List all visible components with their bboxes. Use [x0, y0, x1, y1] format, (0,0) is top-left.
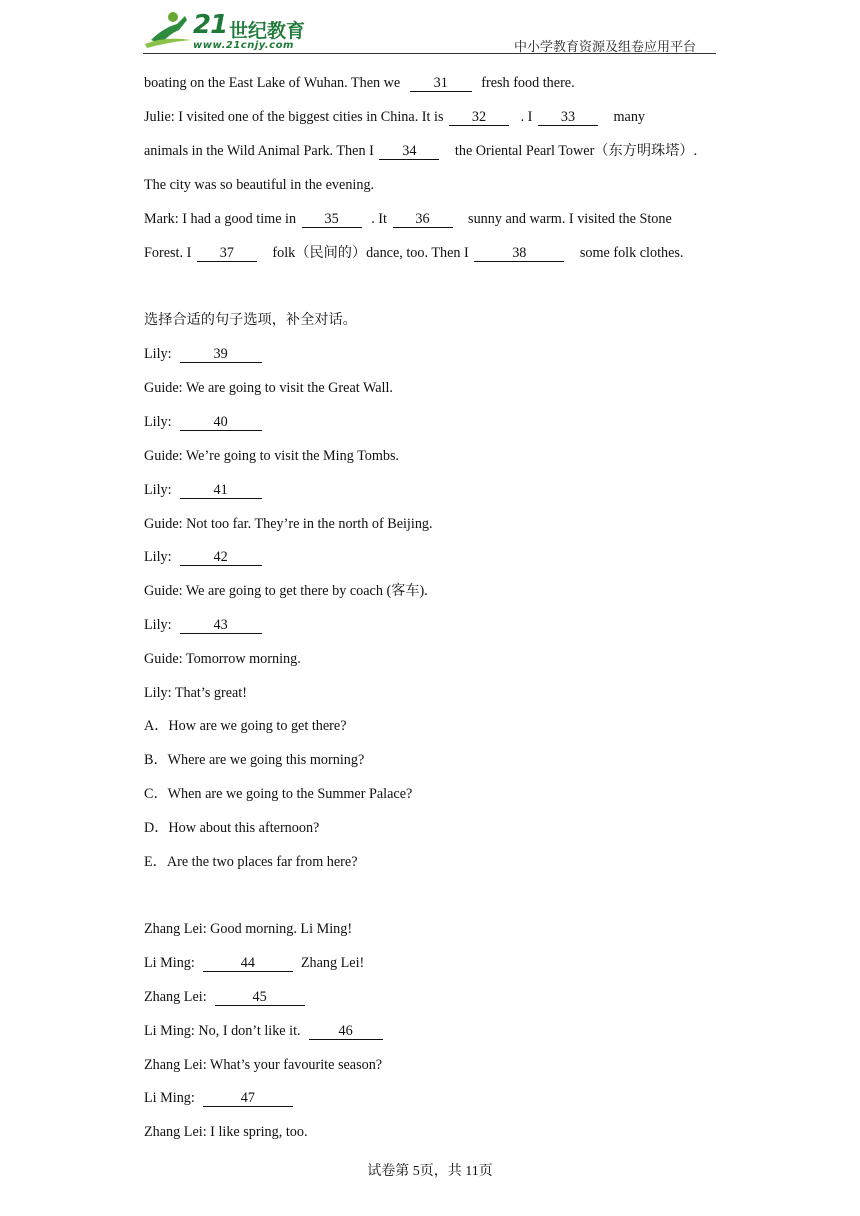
logo-title: 世纪教育 [229, 20, 306, 42]
dialogue-line: Guide: We’re going to visit the Ming Tombs. [144, 448, 400, 464]
platform-name: 中小学教育资源及组卷应用平台 [513, 39, 696, 54]
dialogue-line: Lily: 39 [144, 344, 262, 364]
logo-url: www.21cnjy.com [193, 40, 294, 51]
answer-blank[interactable]: 34 [379, 143, 439, 160]
option-a: A．How are we going to get there? [144, 718, 347, 734]
dialogue-line: Zhang Lei: 45 [144, 987, 305, 1007]
dialogue-line: Zhang Lei: What’s your favourite season? [144, 1057, 383, 1073]
page-header [143, 8, 716, 54]
passage-line: The city was so beautiful in the evening. [144, 177, 375, 193]
answer-blank[interactable]: 39 [180, 346, 262, 363]
answer-blank[interactable]: 40 [180, 414, 262, 431]
answer-blank[interactable]: 36 [393, 211, 453, 228]
answer-blank[interactable]: 42 [180, 549, 262, 566]
answer-blank[interactable]: 41 [180, 482, 262, 499]
passage-line: Julie: I visited one of the biggest cities in China. It is 32 . I 33 many [144, 109, 646, 125]
dialogue-line: Guide: Not too far. They’re in the north of Beijing. [144, 516, 433, 532]
dialogue-line: Guide: We are going to visit the Great Wall. [144, 380, 393, 396]
logo [143, 8, 323, 52]
answer-blank[interactable]: 46 [309, 1023, 383, 1040]
passage-line: animals in the Wild Animal Park. Then I 34 the Oriental Pearl Tower（东方明珠塔）. [144, 143, 698, 159]
dialogue-line: Lily: 42 [144, 547, 262, 567]
dialogue-line: Lily: 43 [144, 615, 262, 635]
option-c: C．When are we going to the Summer Palace? [144, 786, 413, 802]
answer-blank[interactable]: 43 [180, 617, 262, 634]
dialogue-line: Guide: Tomorrow morning. [144, 651, 301, 667]
answer-blank[interactable]: 38 [474, 245, 564, 262]
answer-blank[interactable]: 47 [203, 1090, 293, 1107]
answer-blank[interactable]: 37 [197, 245, 257, 262]
passage-line: Forest. I 37 folk（民间的）dance, too. Then I 38 some folk clothes. [144, 245, 684, 261]
dialogue-line: Li Ming: No, I don’t like it. 46 [144, 1021, 383, 1041]
dialogue-line: Zhang Lei: Good morning. Li Ming! [144, 921, 353, 937]
option-d: D．How about this afternoon? [144, 820, 320, 836]
option-e: E．Are the two places far from here? [144, 854, 358, 870]
dialogue-line: Guide: We are going to get there by coach (客车). [144, 583, 428, 599]
dialogue-line: Li Ming: 47 [144, 1088, 293, 1108]
answer-blank[interactable]: 33 [538, 109, 598, 126]
page-footer: 试卷第 5页，共 11页 [367, 1164, 493, 1179]
dialogue-line: Li Ming: 44 Zhang Lei! [144, 955, 365, 971]
passage-line: Mark: I had a good time in 35 . It 36 sunny and warm. I visited the Stone [144, 211, 672, 227]
logo-number: 21 [193, 10, 228, 40]
dialogue-line: Lily: That’s great! [144, 685, 247, 701]
runner-logo-icon [143, 10, 193, 50]
answer-blank[interactable]: 35 [302, 211, 362, 228]
dialogue-line: Lily: 41 [144, 480, 262, 500]
passage-line: boating on the East Lake of Wuhan. Then we 31 fresh food there. [144, 75, 575, 91]
answer-blank[interactable]: 45 [215, 989, 305, 1006]
header-divider [143, 53, 716, 54]
answer-blank[interactable]: 32 [449, 109, 509, 126]
dialogue-line: Zhang Lei: I like spring, too. [144, 1124, 308, 1140]
section-instruction: 选择合适的句子选项，补全对话。 [144, 312, 357, 328]
answer-blank[interactable]: 44 [203, 955, 293, 972]
answer-blank[interactable]: 31 [410, 75, 472, 92]
dialogue-line: Lily: 40 [144, 412, 262, 432]
option-b: B．Where are we going this morning? [144, 752, 365, 768]
